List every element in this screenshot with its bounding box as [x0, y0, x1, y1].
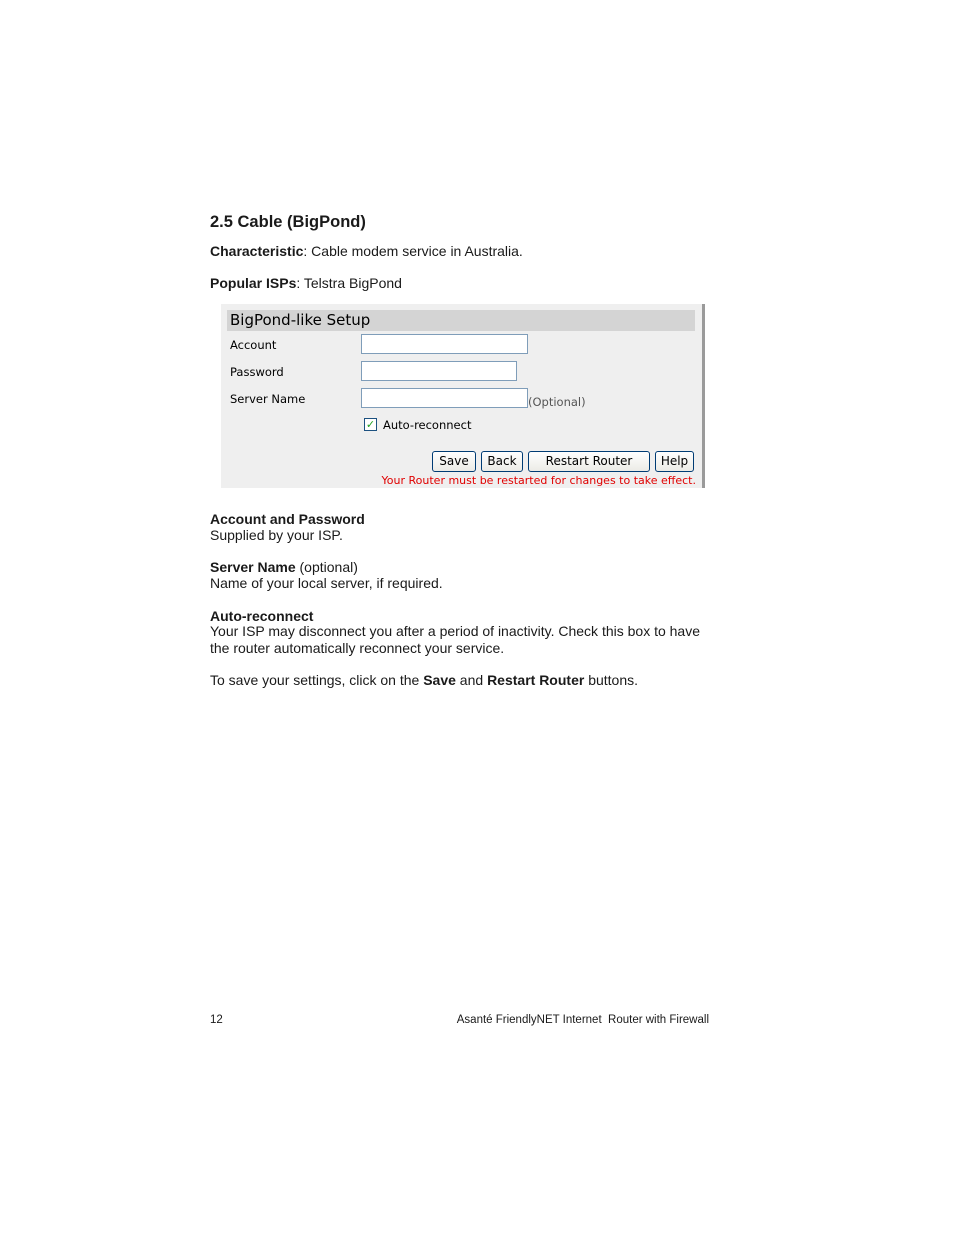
restart-router-button[interactable]: Restart Router — [528, 451, 650, 472]
account-password-text: Supplied by your ISP. — [210, 527, 343, 543]
back-button[interactable]: Back — [481, 451, 523, 472]
popular-isps-label: Popular ISPs — [210, 275, 297, 291]
auto-reconnect-text-1: Your ISP may disconnect you after a period of inactivity. Check this box to have — [210, 623, 701, 639]
save-instructions-part1: To save your settings, click on the — [210, 672, 424, 688]
password-label: Password — [230, 365, 284, 379]
save-instructions-save: Save — [423, 672, 456, 688]
account-input[interactable] — [361, 334, 528, 354]
account-label: Account — [230, 338, 277, 352]
panel-title: BigPond-like Setup — [227, 310, 695, 331]
characteristic-text: : Cable modem service in Australia. — [303, 243, 523, 259]
server-name-heading-line — [210, 559, 358, 576]
help-button[interactable]: Help — [655, 451, 694, 472]
auto-reconnect-label: Auto-reconnect — [383, 418, 472, 432]
account-password-heading: Account and Password — [210, 511, 365, 527]
restart-warning: Your Router must be restarted for changes to take effect. — [381, 474, 696, 487]
password-input[interactable] — [361, 361, 517, 381]
popular-isps-line — [210, 275, 402, 292]
server-name-label: Server Name — [230, 392, 306, 406]
bigpond-setup-screenshot — [221, 304, 705, 488]
server-name-input[interactable] — [361, 388, 528, 408]
page-number: 12 — [210, 1014, 223, 1026]
auto-reconnect-checkbox[interactable] — [364, 418, 377, 431]
popular-isps-text: : Telstra BigPond — [296, 275, 402, 291]
save-instructions-part2: and — [455, 672, 488, 688]
characteristic-line — [210, 243, 523, 260]
auto-reconnect-text-2: the router automatically reconnect your service. — [210, 640, 505, 656]
server-name-text: Name of your local server, if required. — [210, 575, 443, 591]
save-instructions-part3: buttons. — [584, 672, 639, 688]
checkmark-icon: ✓ — [365, 418, 376, 431]
footer-product: Asanté FriendlyNET Internet Router with Firewall — [456, 1014, 709, 1026]
section-heading: 2.5 Cable (BigPond) — [210, 213, 366, 231]
save-instructions-restart: Restart Router — [487, 672, 585, 688]
save-button[interactable]: Save — [432, 451, 476, 472]
characteristic-label: Characteristic — [210, 243, 304, 259]
server-name-suffix: (optional) — [295, 559, 358, 575]
save-instructions — [210, 672, 638, 689]
optional-note: (Optional) — [528, 395, 586, 409]
auto-reconnect-heading: Auto-reconnect — [210, 608, 314, 624]
server-name-heading: Server Name — [210, 559, 296, 575]
